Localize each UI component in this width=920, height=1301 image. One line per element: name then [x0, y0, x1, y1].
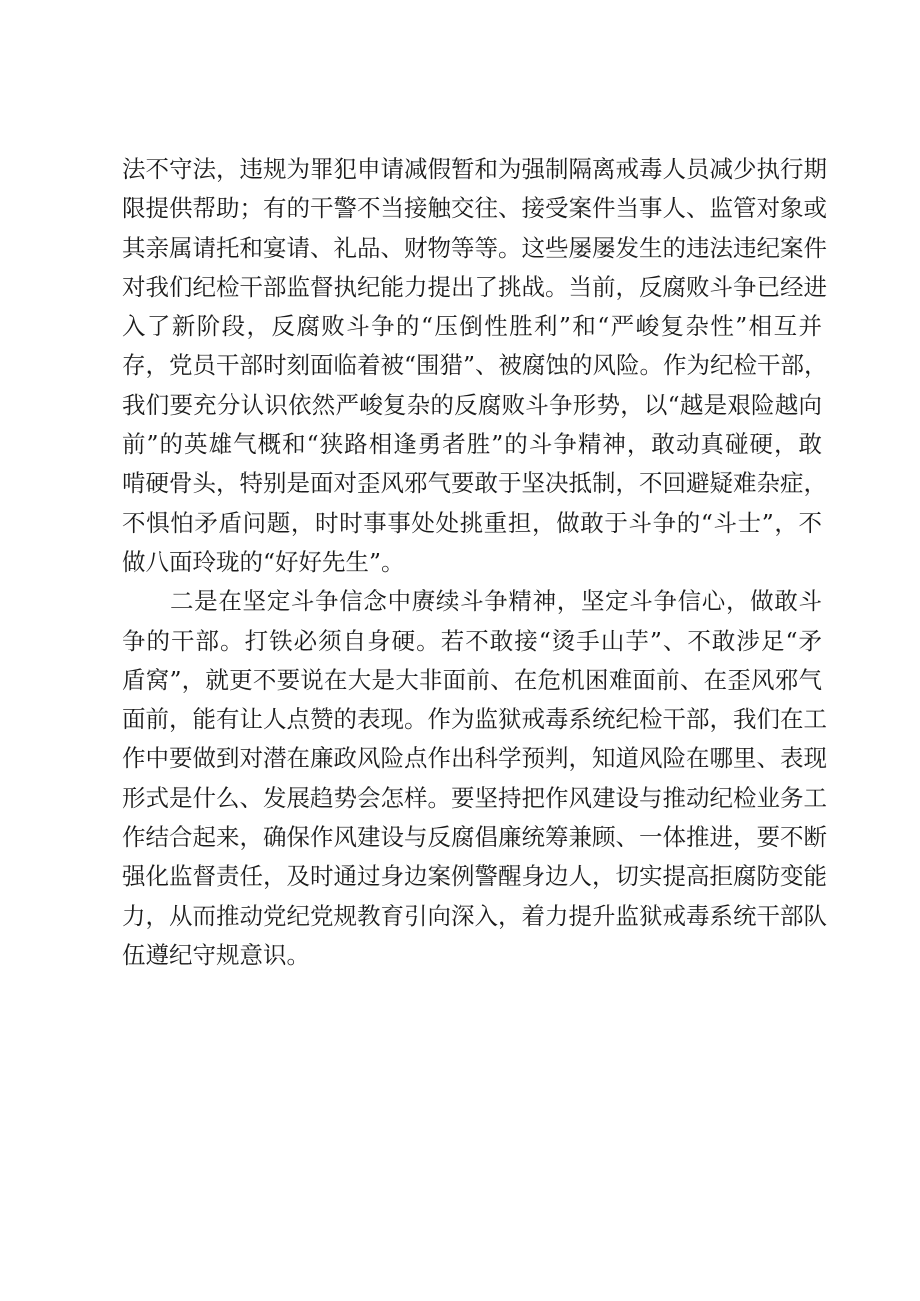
text-line: 作中要做到对潜在廉政风险点作出科学预判，知道风险在哪里、表现 [122, 744, 827, 773]
text-line: 二是在坚定斗争信念中赓续斗争精神，坚定斗争信心，做敢斗 [170, 587, 822, 616]
document-body [122, 150, 828, 975]
text-line: 不惧怕矛盾问题，时时事事处处挑重担，做敢于斗争的“斗士”，不 [122, 508, 822, 537]
text-line: 法不守法，违规为罪犯申请减假暂和为强制隔离戒毒人员减少执行期 [122, 155, 827, 183]
text-line: 存，党员干部时刻面临着被“围猎”、被腐蚀的风险。作为纪检干部， [122, 351, 828, 380]
text-line: 啃硬骨头，特别是面对歪风邪气要敢于坚决抵制，不回避疑难杂症， [122, 469, 827, 498]
text-line: 盾窝”，就更不要说在大是大非面前、在危机困难面前、在歪风邪气 [122, 665, 822, 694]
text-line: 形式是什么、发展趋势会怎样。要坚持把作风建设与推动纪检业务工 [122, 783, 827, 812]
text-line: 限提供帮助；有的干警不当接触交往、接受案件当事人、监管对象或 [122, 194, 827, 223]
text-line: 争的干部。打铁必须自身硬。若不敢接“烫手山芋”、不敢涉足“矛 [122, 626, 822, 655]
paragraph-1 [122, 150, 828, 582]
paragraph-2 [122, 582, 827, 975]
text-line: 对我们纪检干部监督执纪能力提出了挑战。当前，反腐败斗争已经进 [122, 272, 827, 301]
text-line: 伍遵纪守规意识。 [122, 940, 310, 969]
text-line: 力，从而推动党纪党规教育引向深入，着力提升监狱戒毒系统干部队 [122, 901, 827, 930]
text-line: 前”的英雄气概和“狭路相逢勇者胜”的斗争精神，敢动真碰硬，敢 [122, 430, 822, 459]
text-line: 面前，能有让人点赞的表现。作为监狱戒毒系统纪检干部，我们在工 [122, 705, 827, 734]
text-line: 我们要充分认识依然严峻复杂的反腐败斗争形势，以“越是艰险越向 [122, 390, 822, 419]
text-line: 强化监督责任，及时通过身边案例警醒身边人，切实提高拒腐防变能 [122, 862, 827, 891]
text-line: 其亲属请托和宴请、礼品、财物等等。这些屡屡发生的违法违纪案件 [122, 233, 827, 262]
text-line: 作结合起来，确保作风建设与反腐倡廉统筹兼顾、一体推进，要不断 [122, 823, 827, 852]
text-line: 入了新阶段，反腐败斗争的“压倒性胜利”和“严峻复杂性”相互并 [122, 312, 822, 341]
text-line: 做八面玲珑的“好好先生”。 [122, 547, 405, 576]
